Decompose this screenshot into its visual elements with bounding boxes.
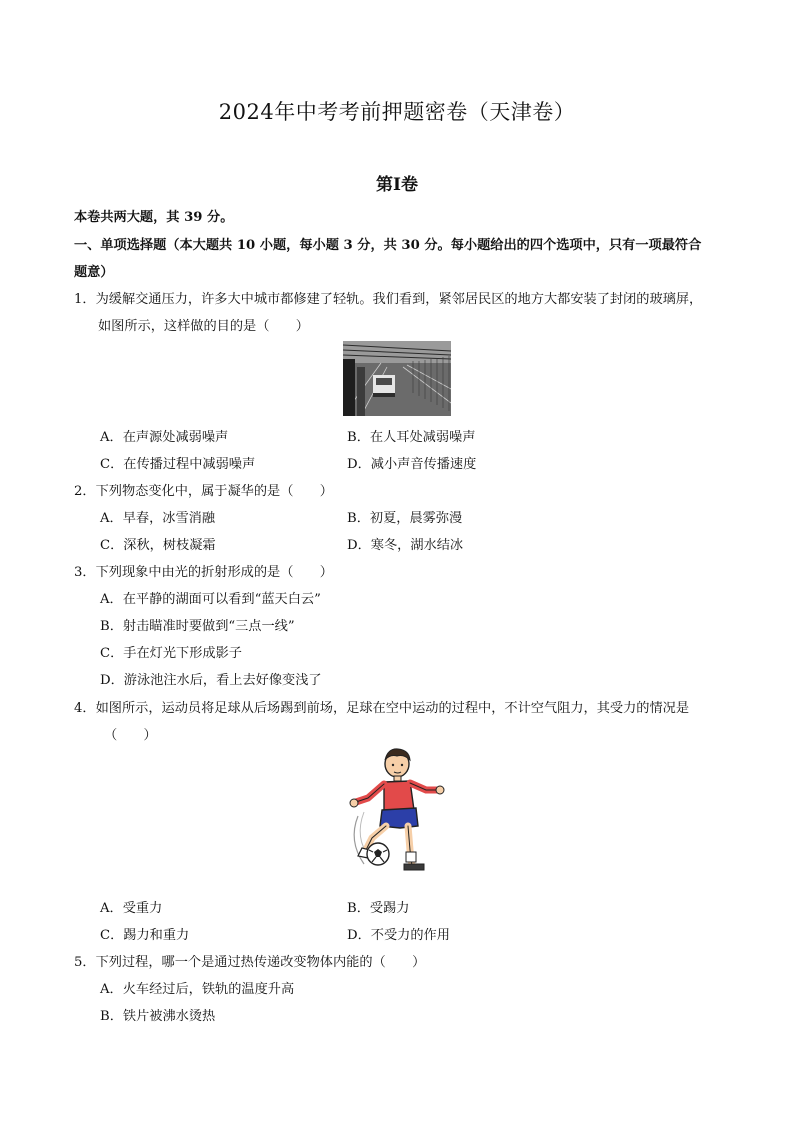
light-rail-tunnel-photo [343, 341, 451, 416]
page-title: 2024年中考考前押题密卷（天津卷） [218, 100, 576, 124]
question-5-option-a: A．火车经过后，铁轨的温度升高 [100, 982, 295, 997]
question-4-option-c: C．踢力和重力 [100, 928, 190, 943]
question-4-option-d: D．不受力的作用 [347, 928, 450, 943]
section-heading-line-2: 题意） [74, 265, 114, 280]
question-2-option-c: C．深秋，树枝凝霜 [100, 538, 216, 553]
question-3-stem: 3．下列现象中由光的折射形成的是（ ） [74, 565, 333, 580]
question-5-stem: 5．下列过程，哪一个是通过热传递改变物体内能的（ ） [74, 955, 426, 970]
section-heading-line-1: 一、单项选择题（本大题共 10 小题，每小题 3 分，共 30 分。每小题给出的四个选项中，只有一项最符合 [74, 238, 702, 253]
question-3-option-d: D．游泳池注水后，看上去好像变浅了 [100, 673, 322, 688]
question-1-option-a: A．在声源处减弱噪声 [100, 430, 229, 445]
question-1-stem: 1．为缓解交通压力，许多大中城市都修建了轻轨。我们看到，紧邻居民区的地方大都安装了封闭的玻璃屏， [74, 292, 703, 307]
question-4-stem: 4．如图所示，运动员将足球从后场踢到前场，足球在空中运动的过程中，不计空气阻力，其受力的情况是 [74, 701, 690, 716]
question-4-option-a: A．受重力 [100, 901, 163, 916]
question-1-option-d: D．减小声音传播速度 [347, 457, 477, 472]
question-5-option-b: B．铁片被沸水烫热 [100, 1009, 216, 1024]
question-4-stem-cont: （ ） [104, 728, 157, 743]
question-2-option-d: D．寒冬，湖水结冰 [347, 538, 464, 553]
intro-text: 本卷共两大题，其 39 分。 [74, 210, 234, 225]
question-1-stem-cont: 如图所示，这样做的目的是（ ） [98, 319, 309, 334]
part-title: 第Ⅰ卷 [376, 175, 418, 195]
question-1-option-b: B．在人耳处减弱噪声 [347, 430, 476, 445]
question-4-option-b: B．受踢力 [347, 901, 410, 916]
question-3-option-b: B．射击瞄准时要做到“三点一线” [100, 619, 295, 634]
soccer-player-illustration [340, 746, 452, 888]
question-2-stem: 2．下列物态变化中，属于凝华的是（ ） [74, 484, 333, 499]
question-3-option-a: A．在平静的湖面可以看到“蓝天白云” [100, 592, 321, 607]
question-2-option-a: A．早春，冰雪消融 [100, 511, 216, 526]
question-1-option-c: C．在传播过程中减弱噪声 [100, 457, 256, 472]
question-2-option-b: B．初夏，晨雾弥漫 [347, 511, 463, 526]
question-3-option-c: C．手在灯光下形成影子 [100, 646, 242, 661]
